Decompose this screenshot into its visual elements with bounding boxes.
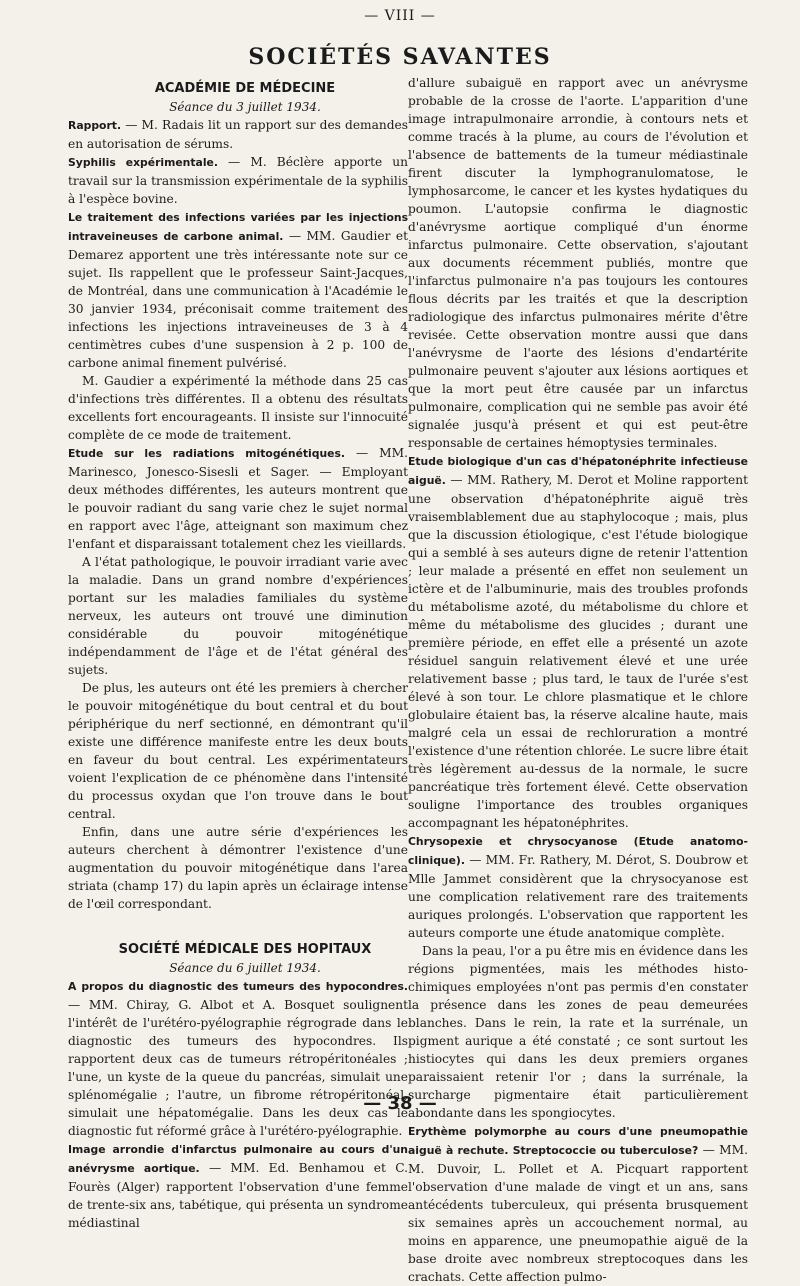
paragraph-heading: Etude biologique d'un cas d'hépatonéphrite infectieuse aiguë.	[408, 455, 748, 487]
academie-paragraph	[68, 153, 408, 208]
paragraph-text: — M. Béclère apporte un travail sur la transmission expérimentale de la syphilis à l'espèce bovine.	[68, 155, 408, 206]
page-title: SOCIÉTÉS SAVANTES	[248, 44, 552, 70]
academie-date: Séance du 3 juillet 1934.	[169, 100, 321, 114]
paragraph-text: — MM. Rathery, M. Derot et Moline rapportent une observation d'hépatonéphrite aiguë très vraisemblablement due au staphylocoque ; mais, plus que la discussion étiologique, c'est l'étude biologique qui a semblé à ses auteurs digne de retenir l'attention ; leur malade a présenté en effet non seulement un ictère et de l'albuminurie, mais des troubles profonds du métabolisme azoté, du métabolisme du chlore et même du métabolisme des glucides ; durant une première période, en effet elle a présenté un azote résiduel sanguin relativement élevé et une urée relativement basse ; plus tard, le taux de l'urée s'est élevé à son tour. Le chlore plasmatique et le chlore globulaire étaient bas, la réserve alcaline haute, mais malgré cela un essai de rechloruration a montré l'existence d'une rétention chlorée. Le sucre libre était très légèrement au-dessus de la normale, le sucre pancréatique très fortement élevé. Cette observation souligne l'importance des troubles organiques accompagnant les hépatonéphrites.	[408, 473, 748, 830]
paragraph-text: — MM. Chiray, G. Albot et A. Bosquet soulignent l'intérêt de l'urétéro-pyélographie régrograde dans le diagnostic des tumeurs des hypocondres. Ils rapportent deux cas de tumeurs rétropéritonéales ; l'une, un kyste de la queue du pancréas, simulait une splénomégalie ; l'autre, un fibrome rétropéritonéal, simulait une hépatomégalie. Dans les deux cas le diagnostic fut réformé grâce à l'urétéro-pyélographie.	[68, 998, 408, 1138]
paragraph-heading: Le traitement des infections variées par les injections intraveineuses de carbone animal.	[68, 211, 408, 243]
paragraph-heading: Syphilis expérimentale.	[68, 156, 218, 169]
paragraph-text: — MM. M. Duvoir, L. Pollet et A. Picquart rapportent l'observation d'une malade de vingt et un ans, sans antécédents tuberculeux, qui présenta brusquement six semaines après un accouchement normal, au moins en apparence, une pneumopathie aiguë de la base droite avec nombreux streptocoques dans les crachats. Cette affection pulmo-	[408, 1143, 749, 1284]
right-paragraph	[408, 832, 748, 942]
right-paragraph: Dans la peau, l'or a pu être mis en évidence dans les régions pigmentées, mais les méthodes histo-chimiques employées n'ont pas permis d'en constater la présence dans les zones de peau demeurées blanches. Dans le rein, la rate et la surrénale, un pigment aurique a été constaté ; ce sont surtout les histiocytes qui dans les deux premiers organes paraissaient retenir l'or ; dans la surrénale, la surcharge pigmentaire était particulièrement abondante dans les spongiocytes.	[408, 944, 748, 1120]
hopitaux-paragraph	[68, 977, 408, 1140]
paragraph-heading: Chrysopexie et chrysocyanose	[408, 835, 618, 848]
academie-title: ACADÉMIE DE MÉDECINE	[154, 81, 336, 96]
academie-paragraph: De plus, les auteurs ont été les premiers à chercher le pouvoir mitogénétique du bout central et du bout périphérique du nerf sectionné, en démontrant qu'il existe une différence manifeste entre les deux bouts en faveur du bout central. Les expérimentateurs voient l'explication de ce phénomène dans l'intensité du processus oxydan que l'on trouve dans le bout central.	[68, 681, 408, 821]
academie-paragraph: A l'état pathologique, le pouvoir irradiant varie avec la maladie. Dans un grand nombre d'expériences portant sur les maladies familiales du système nerveux, les auteurs ont trouvé une diminution considérable du pouvoir mitogénétique indépendamment de l'âge et de l'état général des sujets.	[68, 555, 408, 677]
paragraph-heading: Etude sur les radiations mitogénétiques.	[68, 447, 346, 460]
paragraph-heading: A propos du diagnostic des tumeurs des hypocondres.	[68, 980, 408, 993]
section-gap	[68, 913, 408, 941]
paragraph-text: — M. Radais lit un rapport sur des demandes en autorisation de sérums.	[68, 118, 408, 151]
hopitaux-date: Séance du 6 juillet 1934.	[169, 961, 321, 975]
paragraph-heading: Image arrondie d'infarctus pulmonaire au cours d'un anévrysme aortique.	[68, 1143, 408, 1175]
paragraph-text: — MM. Gaudier et Demarez apportent une très intéressante note sur ce sujet. Ils rappellent que le professeur Saint-Jacques, de Montréal, dans une communication à l'Académie le 30 janvier 1934, préconisait comme traitement des infections les injections intraveineuses de 3 à 4 centimètres cubes d'une suspension à 2 p. 100 de carbone animal finement pulvérisé.	[68, 229, 408, 370]
right-paragraph: d'allure subaiguë en rapport avec un anévrysme probable de la crosse de l'aorte. L'apparition d'une image intrapulmonaire arrondie, à contours nets et comme tracés à la plume, au cours de l'évolution et l'absence de battements de la tumeur médiastinale firent discuter la lymphogranulomatose, le lymphosarcome, le cancer et les kystes hydatiques du poumon. L'autopsie confirma le diagnostic d'anévrysme aortique compliqué d'un énorme infarctus pulmonaire. Cette observation, s'ajoutant aux documents récemment publiés, montre que l'infarctus pulmonaire n'a pas toujours les contoures flous décrits par les traités et que la description radiologique des infarctus pulmonaires mérite d'être revisée. Cette observation montre aussi que dans l'anévrysme de l'aorte des lésions d'endartérite pulmonaire peuvent s'ajouter aux lésions aortiques et que la mort peut être causée par un infarctus pulmonaire, complication qui ne semble pas avoir été signalée jusqu'à présent et qui est peut-être responsable de certaines hémoptysies terminales.	[408, 76, 748, 450]
hopitaux-paragraph	[68, 1140, 408, 1232]
paragraph-text: — MM. Ed. Benhamou et C. Fourès (Alger) rapportent l'observation d'une femme de trente-six ans, tabétique, qui présenta un syndrome médiastinal	[68, 1161, 409, 1230]
academie-paragraph: Enfin, dans une autre série d'expériences les auteurs cherchent à démontrer l'existence d'une augmentation du pouvoir mitogénétique dans l'area striata (champ 17) du lapin après un éclairage intense de l'œil correspondant.	[68, 825, 408, 911]
paragraph-subheading: (Etude anatomo-clinique).	[408, 835, 749, 867]
paragraph-text: — MM. Marinesco, Jonesco-Sisesli et Sager. — Employant deux méthodes différentes, les auteurs montrent que le pouvoir radiant du sang varie chez le sujet normal en rapport avec l'âge, atteignant son maximum chez l'enfant et disparaissant totalement chez les vieillards.	[68, 446, 408, 551]
academie-paragraph	[68, 208, 408, 372]
page-roman-number: — VIII —	[364, 8, 436, 24]
right-paragraph	[408, 1122, 748, 1286]
paragraph-text: — MM. Fr. Rathery, M. Dérot, S. Doubrow et Mlle Jammet considèrent que la chrysocyanose est une complication relativement rare des traitements auriques prolongés. L'observation que rapportent les auteurs comporte une étude anatomique complète.	[408, 853, 748, 940]
paragraph-heading: Erythème polymorphe au cours d'une pneumopathie aiguë à rechute. Streptococcie ou tuberculose?	[408, 1125, 748, 1157]
paragraph-heading: Rapport.	[68, 119, 122, 132]
page-number: — 38 —	[363, 1093, 437, 1114]
left-column	[68, 80, 408, 1232]
academie-paragraph	[68, 444, 408, 553]
academie-paragraph	[68, 116, 408, 153]
right-paragraph	[408, 452, 748, 832]
academie-paragraph: M. Gaudier a expérimenté la méthode dans 25 cas d'infections très différentes. Il a obtenu des résultats excellents fort encourageants. Il insiste sur l'innocuité complète de ce mode de traitement.	[68, 374, 408, 442]
hopitaux-title: SOCIÉTÉ MÉDICALE DES HOPITAUX	[118, 942, 372, 957]
